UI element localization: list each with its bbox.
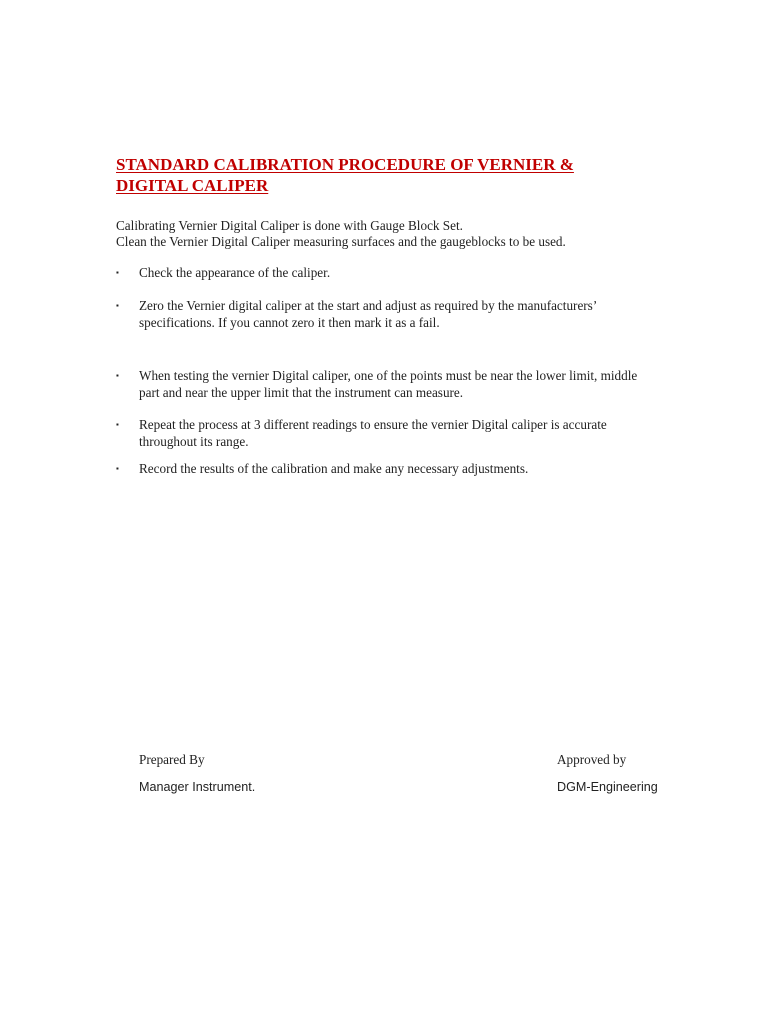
bullet-marker-icon: ▪	[116, 371, 119, 380]
approved-by-name: DGM-Engineering	[557, 780, 658, 794]
bullet-marker-icon: ▪	[116, 301, 119, 310]
bullet-marker-icon: ▪	[116, 464, 119, 473]
bullet-text: Check the appearance of the caliper.	[139, 265, 331, 280]
approved-by-label: Approved by	[557, 752, 627, 767]
document-title	[116, 154, 656, 196]
bullet-marker-icon: ▪	[116, 420, 119, 429]
bullet-text: Record the results of the calibration and make any necessary adjustments.	[139, 461, 529, 476]
bullet-marker-icon: ▪	[116, 268, 119, 277]
intro-line-2: Clean the Vernier Digital Caliper measuring surfaces and the gaugeblocks to be used.	[116, 234, 566, 249]
intro-paragraph	[116, 218, 716, 250]
prepared-by-name: Manager Instrument.	[139, 780, 256, 794]
prepared-by-label: Prepared By	[139, 752, 205, 767]
document-title-line-1: STANDARD CALIBRATION PROCEDURE OF VERNIER &	[116, 155, 574, 174]
document-title-line-2: DIGITAL CALIPER	[116, 176, 269, 195]
bullet-text: Repeat the process at 3 different readings to ensure the vernier Digital caliper is accurate throughout its range.	[139, 417, 607, 449]
bullet-text: When testing the vernier Digital caliper, one of the points must be near the lower limit, middle part and near the upper limit that the instrument can measure.	[139, 368, 638, 400]
bullet-text: Zero the Vernier digital caliper at the start and adjust as required by the manufacturers’ specifications. If you cannot zero it then mark it as a fail.	[139, 298, 597, 330]
intro-line-1: Calibrating Vernier Digital Caliper is done with Gauge Block Set.	[116, 218, 463, 233]
